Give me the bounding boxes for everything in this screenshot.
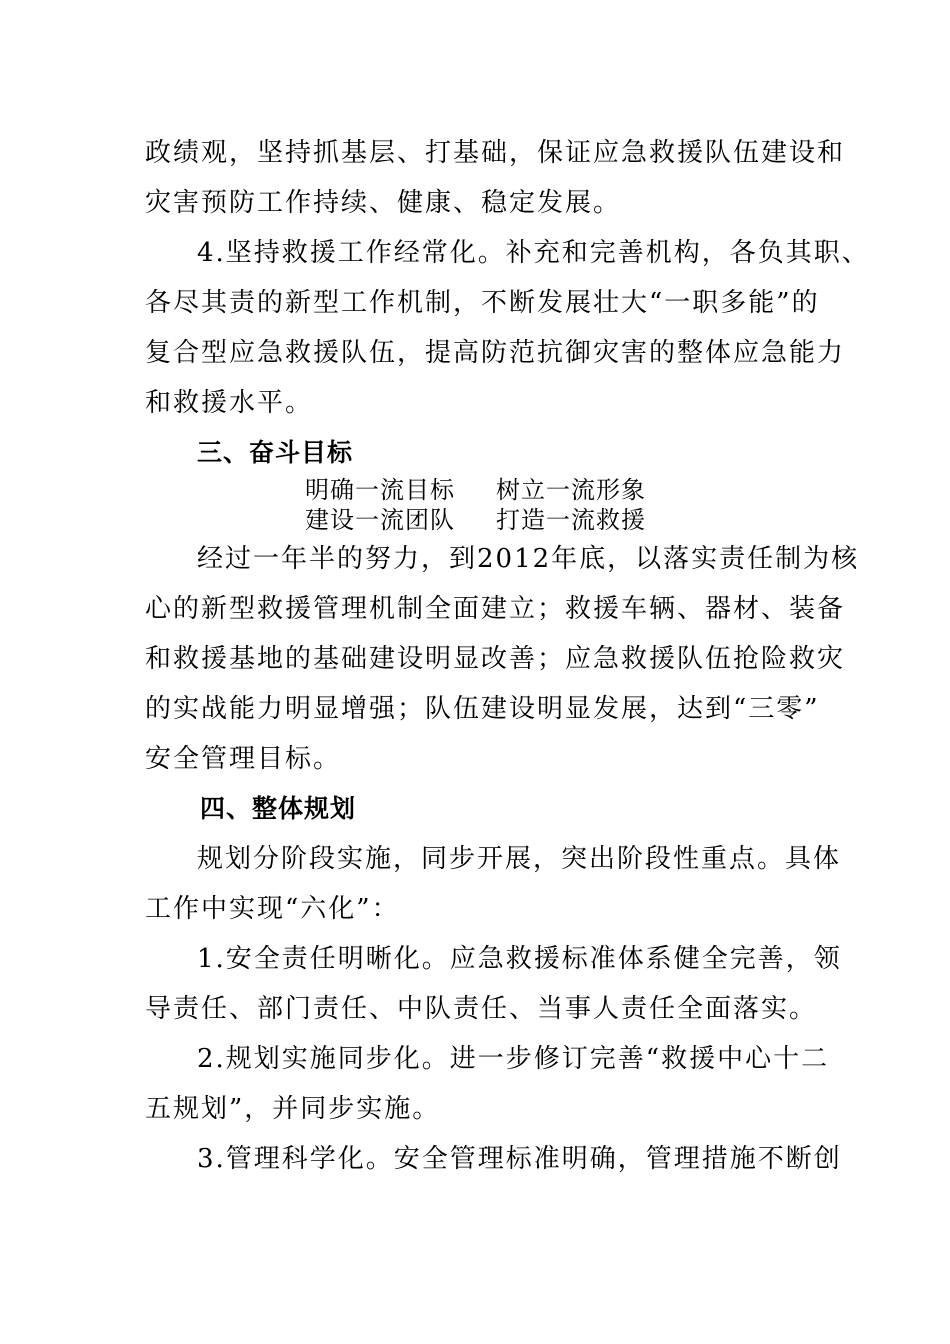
motto-text: 明确一流目标	[305, 476, 455, 504]
body-text-line: 和救援水平。	[145, 388, 314, 418]
body-text-line: 灾害预防工作持续、健康、稳定发展。	[145, 188, 622, 218]
section-heading: 三、奋斗目标	[197, 438, 354, 467]
body-text-line: 4.坚持救援工作经常化。补充和完善机构，各负其职、	[197, 238, 870, 268]
body-text-line: 经过一年半的努力，到2012年底，以落实责任制为核	[197, 544, 860, 574]
body-text-line: 1.安全责任明晰化。应急救援标准体系健全完善，领	[197, 944, 842, 974]
body-text-line: 各尽其责的新型工作机制，不断发展壮大“一职多能”的	[145, 288, 820, 318]
body-text-line: 安全管理目标。	[145, 744, 342, 774]
body-text-line: 导责任、部门责任、中队责任、当事人责任全面落实。	[145, 994, 818, 1024]
body-text-line: 规划分阶段实施，同步开展，突出阶段性重点。具体	[197, 844, 842, 874]
body-text-line: 的实战能力明显增强；队伍建设明显发展，达到“三零”	[145, 694, 820, 724]
body-text-line: 3.管理科学化。安全管理标准明确，管理措施不断创	[197, 1144, 842, 1174]
motto-text: 建设一流团队	[305, 506, 455, 534]
body-text-line: 五规划”，并同步实施。	[145, 1094, 441, 1124]
body-text-line: 2.规划实施同步化。进一步修订完善“救援中心十二	[197, 1044, 830, 1074]
motto-text: 打造一流救援	[496, 506, 646, 534]
body-text-line: 工作中实现“六化”：	[145, 894, 400, 924]
section-heading: 四、整体规划	[200, 794, 357, 823]
body-text-line: 复合型应急救援队伍，提高防范抗御灾害的整体应急能力	[145, 338, 846, 368]
body-text-line: 和救援基地的基础建设明显改善；应急救援队伍抢险救灾	[145, 644, 846, 674]
body-text-line: 政绩观，坚持抓基层、打基础，保证应急救援队伍建设和	[145, 138, 846, 168]
body-text-line: 心的新型救援管理机制全面建立；救援车辆、器材、装备	[145, 594, 846, 624]
motto-text: 树立一流形象	[496, 476, 646, 504]
